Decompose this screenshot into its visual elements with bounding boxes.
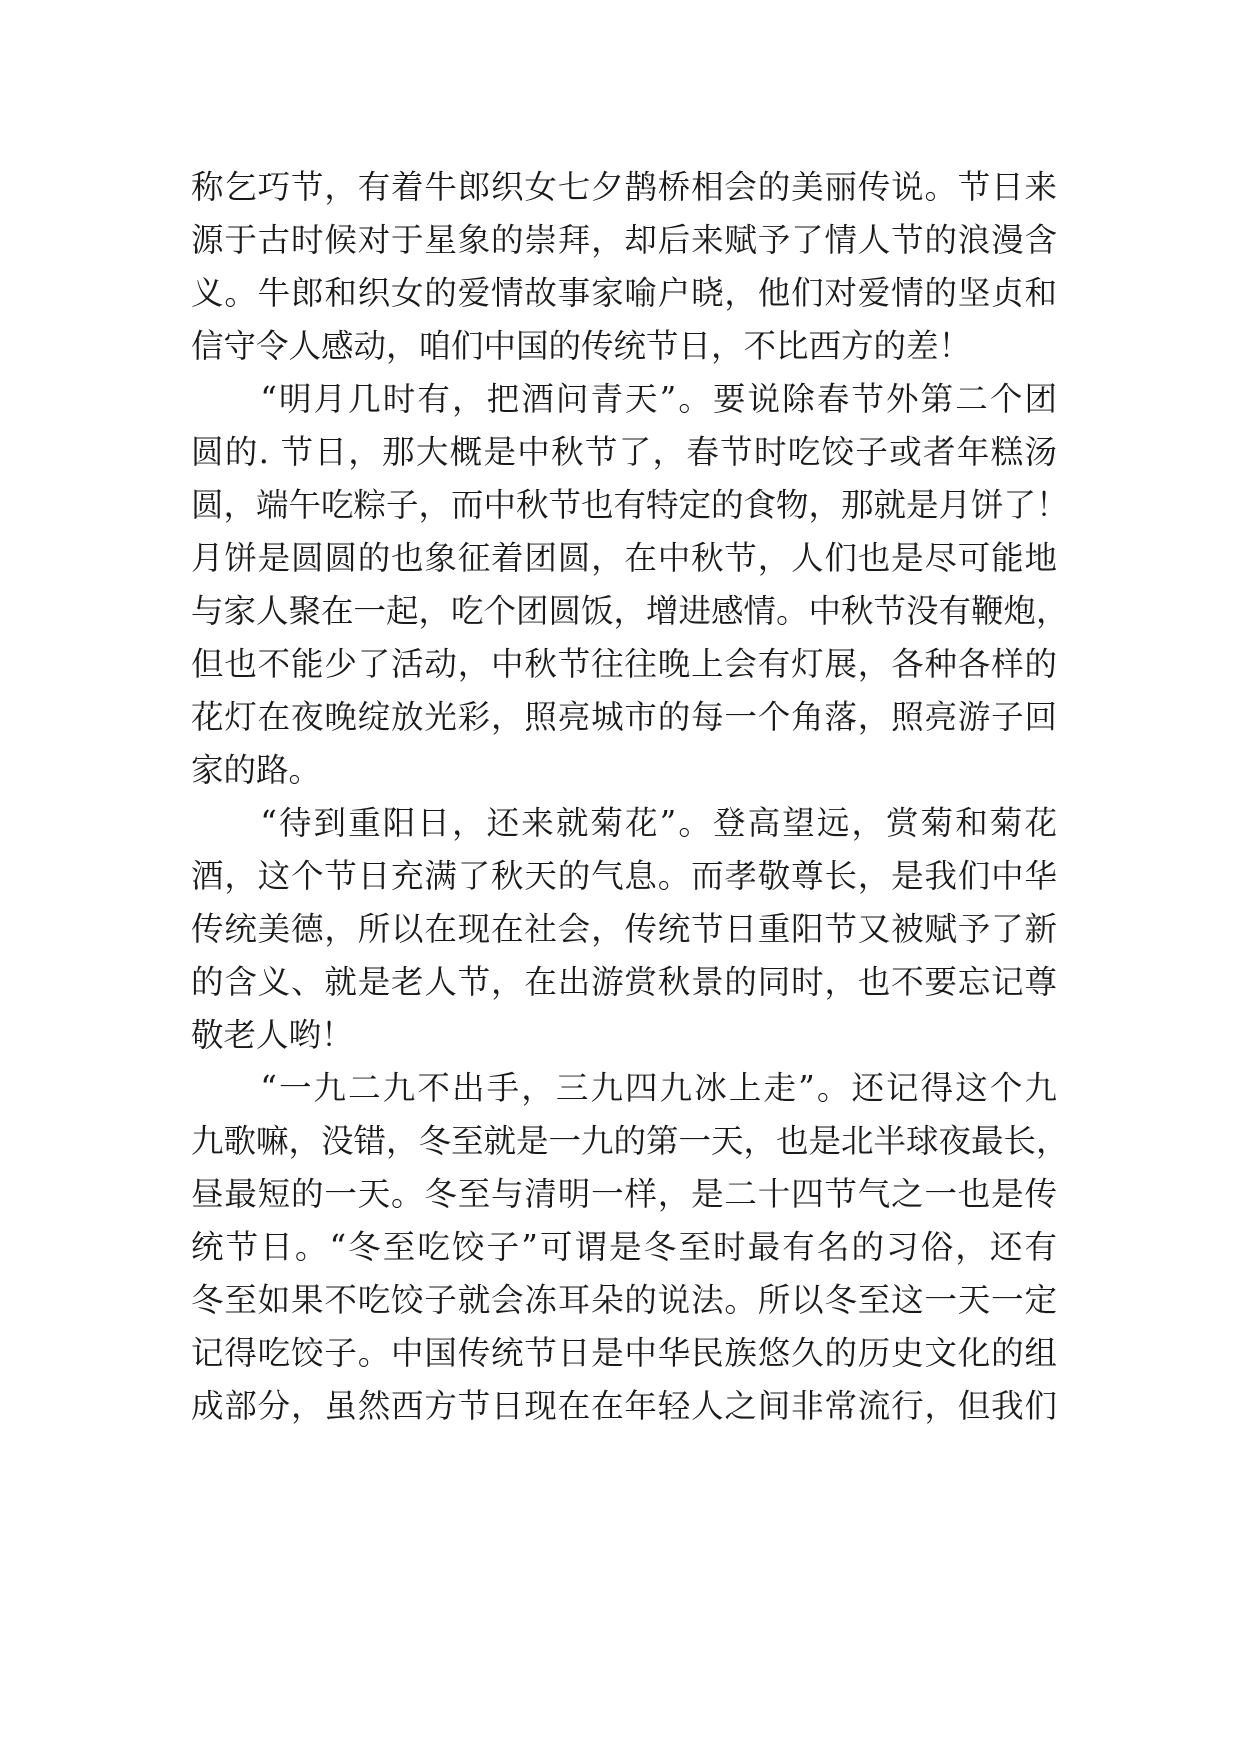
text-line: 圆，端午吃粽子，而中秋节也有特定的食物，那就是月饼了！ <box>191 486 1069 524</box>
text-line: 圆的. 节日，那大概是中秋节了，春节时吃饺子或者年糕汤 <box>191 433 1057 471</box>
text-line: 称乞巧节，有着牛郎织女七夕鹊桥相会的美丽传说。节日来 <box>191 168 1057 206</box>
text-line: 昼最短的一天。冬至与清明一样，是二十四节气之一也是传 <box>191 1175 1057 1213</box>
text-line: 酒，这个节日充满了秋天的气息。而孝敬尊长，是我们中华 <box>191 857 1057 895</box>
text-line: 家的路。 <box>191 751 322 789</box>
text-line: 义。牛郎和织女的爱情故事家喻户晓，他们对爱情的坚贞和 <box>191 274 1057 312</box>
text-line: “一九二九不出手，三九四九冰上走”。还记得这个九 <box>191 1069 1057 1107</box>
text-line: 九歌嘛，没错，冬至就是一九的第一天，也是北半球夜最长， <box>191 1122 1069 1160</box>
text-line: 敬老人哟！ <box>191 1016 354 1054</box>
text-line: 但也不能少了活动，中秋节往往晚上会有灯展，各种各样的 <box>191 645 1057 683</box>
text-line: 的含义、就是老人节，在出游赏秋景的同时，也不要忘记尊 <box>191 963 1057 1001</box>
text-line: 统节日。“冬至吃饺子”可谓是冬至时最有名的习俗，还有 <box>191 1228 1057 1266</box>
text-line: 与家人聚在一起，吃个团圆饭，增进感情。中秋节没有鞭炮， <box>191 592 1069 630</box>
text-line: 冬至如果不吃饺子就会冻耳朵的说法。所以冬至这一天一定 <box>191 1281 1057 1319</box>
text-line: 记得吃饺子。中国传统节日是中华民族悠久的历史文化的组 <box>191 1334 1057 1372</box>
text-line: 花灯在夜晚绽放光彩，照亮城市的每一个角落，照亮游子回 <box>191 698 1057 736</box>
text-line: 信守令人感动，咱们中国的传统节日，不比西方的差！ <box>191 327 972 365</box>
text-line: 传统美德，所以在现在社会，传统节日重阳节又被赋予了新 <box>191 910 1057 948</box>
document-body <box>191 161 1069 1433</box>
text-line: “明月几时有，把酒问青天”。要说除春节外第二个团 <box>191 380 1057 418</box>
text-line: 源于古时候对于星象的崇拜，却后来赋予了情人节的浪漫含 <box>191 221 1057 259</box>
text-line: 成部分，虽然西方节日现在在年轻人之间非常流行，但我们 <box>191 1387 1057 1425</box>
text-line: “待到重阳日，还来就菊花”。登高望远，赏菊和菊花 <box>191 804 1057 842</box>
text-line: 月饼是圆圆的也象征着团圆，在中秋节，人们也是尽可能地 <box>191 539 1057 577</box>
